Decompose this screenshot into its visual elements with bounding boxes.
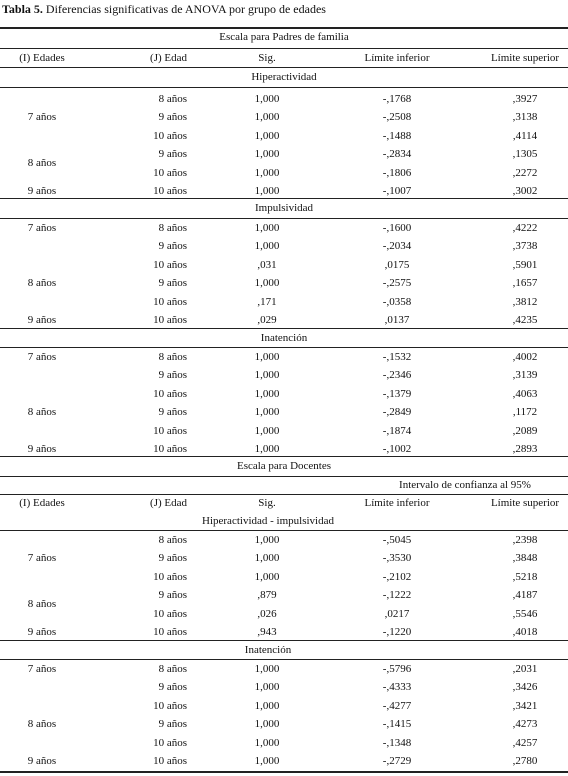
cell-limite-superior: ,4257: [512, 736, 538, 749]
cell-i-edades: 9 años: [27, 626, 57, 638]
cell-i-edades: 9 años: [27, 443, 57, 455]
cell-limite-inferior: -,5045: [382, 534, 412, 546]
cell-sig: ,029: [257, 314, 277, 326]
cell-sig: 1,000: [254, 534, 280, 546]
group-title-rule: [0, 347, 568, 348]
group-title: Inatención: [260, 332, 308, 344]
cell-sig: ,171: [257, 295, 277, 308]
cell-j-edad: 8 años: [158, 351, 187, 363]
group-end-rule: [0, 198, 568, 199]
cell-j-edad: 10 años: [153, 424, 187, 437]
cell-j-edad: 9 años: [158, 369, 187, 382]
cell-limite-superior: ,3927: [512, 93, 538, 105]
cell-limite-inferior: ,0175: [384, 258, 410, 271]
confidence-rule: [0, 494, 568, 495]
cell-limite-inferior: -,3530: [382, 552, 412, 565]
cell-limite-inferior: -,2834: [382, 148, 412, 161]
cell-i-edades: 7 años: [27, 351, 57, 363]
cell-limite-inferior: -,2729: [382, 755, 412, 767]
cell-limite-superior: ,3139: [512, 369, 538, 382]
scale-title-rule: [0, 476, 568, 477]
cell-j-edad: 9 años: [158, 277, 187, 290]
cell-limite-superior: ,4114: [512, 129, 538, 142]
cell-sig: 1,000: [254, 570, 280, 583]
cell-sig: 1,000: [254, 277, 280, 290]
cell-sig: ,026: [257, 607, 277, 620]
col-header-sig: Sig.: [258, 52, 276, 64]
cell-sig: 1,000: [254, 424, 280, 437]
cell-i-edades: 8 años: [27, 277, 57, 290]
cell-limite-inferior: -,4277: [382, 699, 412, 712]
table-caption: [2, 2, 326, 17]
cell-limite-inferior: -,1415: [382, 718, 412, 731]
cell-j-edad: 10 años: [153, 699, 187, 712]
cell-limite-superior: ,2272: [512, 166, 538, 179]
cell-limite-inferior: -,2575: [382, 277, 412, 290]
cell-limite-superior: ,4002: [512, 351, 538, 363]
cell-limite-inferior: -,1348: [382, 736, 412, 749]
col-header-j-edad: (J) Edad: [150, 497, 187, 509]
cell-limite-inferior: -,1600: [382, 222, 412, 234]
cell-limite-inferior: -,1002: [382, 443, 412, 455]
group-title: Impulsividad: [254, 202, 314, 214]
cell-limite-superior: ,4018: [512, 626, 538, 638]
cell-limite-inferior: -,1488: [382, 129, 412, 142]
col-header-limite-inferior: Límite inferior: [364, 52, 430, 64]
cell-limite-superior: ,2031: [512, 663, 538, 675]
col-header-i-edades: (I) Edades: [19, 52, 65, 64]
col-header-i-edades: (I) Edades: [19, 497, 65, 509]
col-header-sig: Sig.: [258, 497, 276, 509]
cell-sig: 1,000: [254, 222, 280, 234]
cell-limite-superior: ,4235: [512, 314, 538, 326]
cell-limite-superior: ,2398: [512, 534, 538, 546]
cell-limite-superior: ,2089: [512, 424, 538, 437]
cell-limite-superior: ,2780: [512, 755, 538, 767]
cell-i-edades: 9 años: [27, 314, 57, 326]
cell-limite-superior: ,5546: [512, 607, 538, 620]
cell-sig: 1,000: [254, 718, 280, 731]
group-title: Hiperactividad - impulsividad: [202, 515, 334, 527]
cell-sig: ,031: [257, 258, 277, 271]
cell-limite-inferior: -,1532: [382, 351, 412, 363]
cell-i-edades: 7 años: [27, 552, 57, 565]
cell-j-edad: 9 años: [158, 718, 187, 731]
confidence-interval-label: Intervalo de confianza al 95%: [399, 479, 531, 491]
cell-limite-superior: ,3421: [512, 699, 538, 712]
header-rule: [0, 67, 568, 68]
cell-j-edad: 10 años: [153, 443, 187, 455]
cell-limite-superior: ,3848: [512, 552, 538, 565]
cell-sig: ,879: [257, 589, 277, 602]
cell-sig: 1,000: [254, 93, 280, 105]
cell-j-edad: 10 años: [153, 755, 187, 767]
cell-j-edad: 10 años: [153, 626, 187, 638]
cell-limite-inferior: -,1768: [382, 93, 412, 105]
cell-sig: 1,000: [254, 351, 280, 363]
group-end-rule: [0, 640, 568, 641]
cell-i-edades: 8 años: [27, 157, 57, 170]
cell-limite-inferior: -,1222: [382, 589, 412, 602]
col-header-limite-inferior: Límite inferior: [364, 497, 430, 509]
cell-limite-inferior: -,1379: [382, 387, 412, 400]
cell-limite-inferior: -,2102: [382, 570, 412, 583]
cell-sig: 1,000: [254, 699, 280, 712]
scale-title-rule: [0, 48, 568, 49]
cell-sig: 1,000: [254, 552, 280, 565]
cell-sig: ,943: [257, 626, 277, 638]
cell-limite-inferior: -,2346: [382, 369, 412, 382]
col-header-j-edad: (J) Edad: [150, 52, 187, 64]
cell-j-edad: 8 años: [158, 93, 187, 105]
cell-limite-superior: ,3738: [512, 240, 538, 253]
cell-j-edad: 10 años: [153, 129, 187, 142]
cell-j-edad: 10 años: [153, 166, 187, 179]
cell-j-edad: 9 años: [158, 240, 187, 253]
cell-limite-inferior: -,0358: [382, 295, 412, 308]
cell-limite-inferior: ,0137: [384, 314, 410, 326]
cell-i-edades: 7 años: [27, 222, 57, 234]
cell-j-edad: 10 años: [153, 258, 187, 271]
cell-sig: 1,000: [254, 369, 280, 382]
cell-limite-superior: ,3138: [512, 111, 538, 124]
cell-j-edad: 8 años: [158, 222, 187, 234]
cell-limite-superior: ,3426: [512, 681, 538, 694]
cell-limite-superior: ,3002: [512, 185, 538, 197]
cell-j-edad: 10 años: [153, 387, 187, 400]
group-end-rule: [0, 328, 568, 329]
cell-limite-superior: ,4222: [512, 222, 538, 234]
group-title-rule: [0, 659, 568, 660]
cell-limite-superior: ,2893: [512, 443, 538, 455]
cell-sig: 1,000: [254, 443, 280, 455]
cell-sig: 1,000: [254, 406, 280, 419]
cell-i-edades: 7 años: [27, 663, 57, 675]
cell-limite-superior: ,4187: [512, 589, 538, 602]
cell-j-edad: 9 años: [158, 552, 187, 565]
col-header-limite-superior: Límite superior: [490, 52, 560, 64]
group-title-rule: [0, 218, 568, 219]
cell-sig: 1,000: [254, 663, 280, 675]
table-label: Tabla 5.: [2, 2, 43, 16]
cell-limite-inferior: -,1220: [382, 626, 412, 638]
cell-i-edades: 8 años: [27, 718, 57, 731]
cell-limite-inferior: -,5796: [382, 663, 412, 675]
cell-limite-inferior: -,1874: [382, 424, 412, 437]
cell-sig: 1,000: [254, 681, 280, 694]
cell-j-edad: 8 años: [158, 663, 187, 675]
cell-limite-superior: ,1305: [512, 148, 538, 161]
cell-limite-superior: ,1657: [512, 277, 538, 290]
cell-limite-superior: ,1172: [512, 406, 538, 419]
table-top-rule: [0, 27, 568, 29]
cell-sig: 1,000: [254, 129, 280, 142]
cell-j-edad: 10 años: [153, 295, 187, 308]
cell-j-edad: 10 años: [153, 607, 187, 620]
group-title: Inatención: [244, 644, 292, 656]
cell-i-edades: 7 años: [27, 111, 57, 124]
cell-limite-inferior: -,4333: [382, 681, 412, 694]
cell-limite-inferior: -,1806: [382, 166, 412, 179]
cell-i-edades: 9 años: [27, 185, 57, 197]
cell-limite-inferior: -,1007: [382, 185, 412, 197]
cell-sig: 1,000: [254, 755, 280, 767]
table-title: Diferencias significativas de ANOVA por grupo de edades: [45, 2, 326, 16]
cell-j-edad: 9 años: [158, 111, 187, 124]
cell-i-edades: 9 años: [27, 755, 57, 767]
cell-i-edades: 8 años: [27, 598, 57, 611]
cell-limite-superior: ,4063: [512, 387, 538, 400]
scale-title: Escala para Padres de familia: [219, 31, 349, 43]
cell-limite-inferior: -,2849: [382, 406, 412, 419]
cell-j-edad: 9 años: [158, 589, 187, 602]
cell-j-edad: 9 años: [158, 406, 187, 419]
group-title: Hiperactividad: [251, 71, 317, 83]
cell-limite-inferior: -,2508: [382, 111, 412, 124]
cell-limite-superior: ,3812: [512, 295, 538, 308]
cell-j-edad: 10 años: [153, 570, 187, 583]
cell-sig: 1,000: [254, 736, 280, 749]
cell-limite-inferior: ,0217: [384, 607, 410, 620]
cell-sig: 1,000: [254, 240, 280, 253]
cell-j-edad: 8 años: [158, 534, 187, 546]
cell-limite-inferior: -,2034: [382, 240, 412, 253]
col-header-limite-superior: Límite superior: [490, 497, 560, 509]
cell-sig: 1,000: [254, 111, 280, 124]
cell-sig: 1,000: [254, 185, 280, 197]
cell-limite-superior: ,5901: [512, 258, 538, 271]
cell-j-edad: 10 años: [153, 736, 187, 749]
group-title-rule: [0, 530, 568, 531]
cell-limite-superior: ,4273: [512, 718, 538, 731]
cell-j-edad: 10 años: [153, 185, 187, 197]
table-bottom-rule: [0, 771, 568, 773]
cell-sig: 1,000: [254, 148, 280, 161]
group-title-rule: [0, 87, 568, 88]
cell-sig: 1,000: [254, 166, 280, 179]
group-end-rule: [0, 456, 568, 457]
cell-sig: 1,000: [254, 387, 280, 400]
cell-j-edad: 9 años: [158, 681, 187, 694]
cell-j-edad: 9 años: [158, 148, 187, 161]
cell-limite-superior: ,5218: [512, 570, 538, 583]
scale-title: Escala para Docentes: [236, 460, 332, 472]
cell-j-edad: 10 años: [153, 314, 187, 326]
cell-i-edades: 8 años: [27, 406, 57, 419]
